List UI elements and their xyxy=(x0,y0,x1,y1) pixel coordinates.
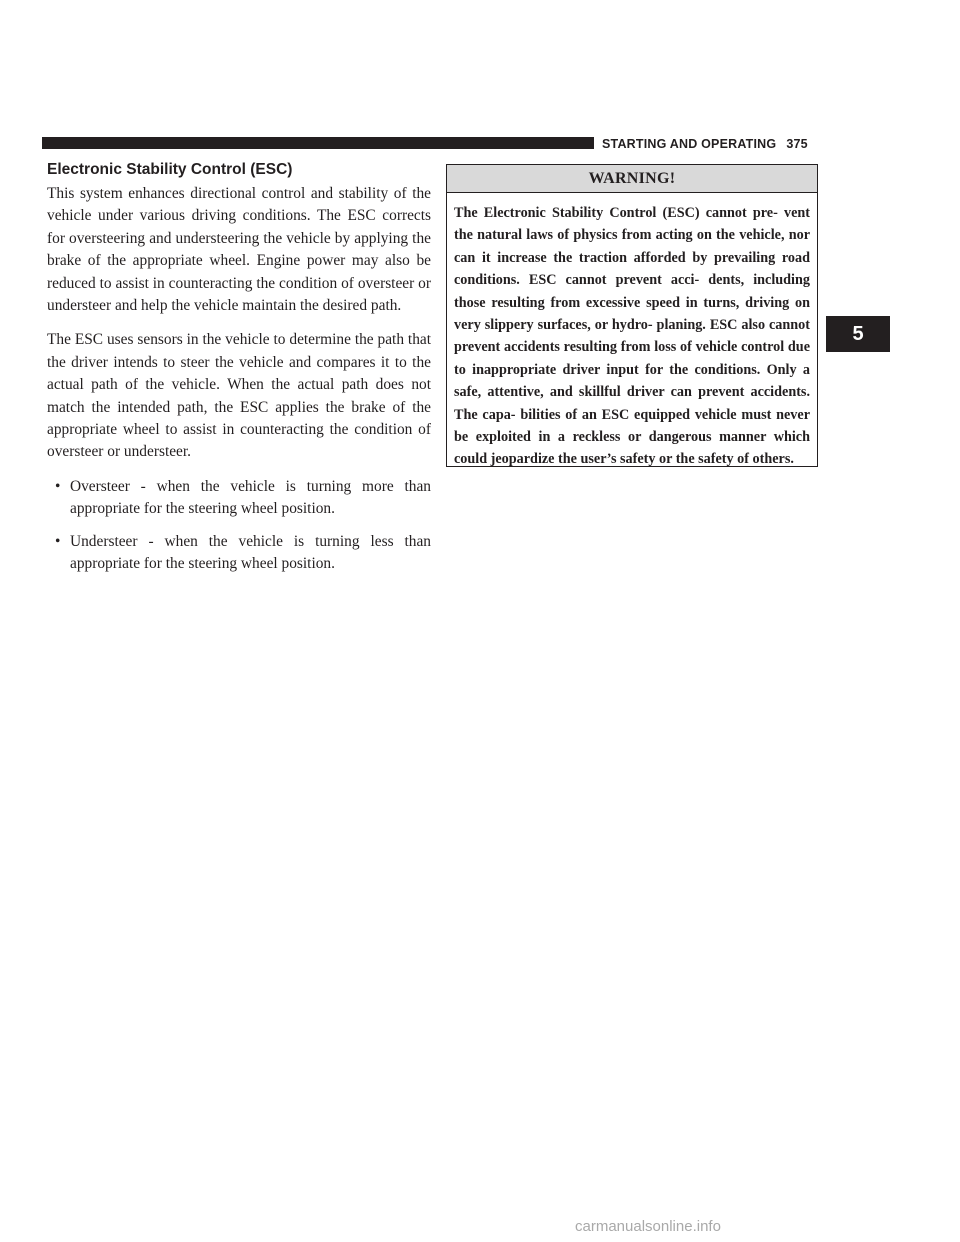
list-item-oversteer xyxy=(47,476,431,521)
footer-watermark: carmanualsonline.info xyxy=(575,1218,721,1235)
list-item-text: Oversteer - when the vehicle is turning more than appropriate for the steering wheel position. xyxy=(70,477,431,518)
warning-title: WARNING! xyxy=(588,169,676,187)
running-header xyxy=(602,136,808,152)
warning-box xyxy=(446,164,818,467)
body-paragraph-2: The ESC uses sensors in the vehicle to determine the path that the driver intends to steer the vehicle and compares it to the actual path of the vehicle. When the actual path does not match the intended path, the ESC applies the brake of the appropriate wheel to assist in counteracting the condition of oversteer or understeer. xyxy=(47,331,431,461)
chapter-number: 5 xyxy=(852,322,864,345)
list-item-understeer xyxy=(47,531,431,576)
body-paragraph-1: This system enhances directional control and stability of the vehicle under various driving conditions. The ESC corrects for oversteering and understeering the vehicle by applying the brake of the appropriate wheel. Engine power may also be reduced to assist in counteracting the condition of oversteer or understeer and help the vehicle maintain the desired path. xyxy=(47,185,431,315)
warning-body: The Electronic Stability Control (ESC) cannot pre- vent the natural laws of physics from acting on the vehicle, nor can it increase the traction afforded by prevailing road conditions. ESC cannot prevent acci- dents, including those resulting from excessive speed in turns, driving on very slippery surfaces, or hydro- planing. ESC also cannot prevent accidents resulting from loss of vehicle control due to inappropriate driver input for the conditions. Only a safe, attentive, and skillful driver can prevent accidents. The capa- bilities of an ESC equipped vehicle must never be exploited in a reckless or dangerous manner which could jeopardize the user’s safety or the safety of others. xyxy=(454,205,810,468)
list-item-text: Understeer - when the vehicle is turning less than appropriate for the steering wheel position. xyxy=(70,532,431,573)
bullet-list xyxy=(47,476,431,576)
esc-section xyxy=(47,160,431,586)
page-number: 375 xyxy=(786,137,808,151)
section-heading: Electronic Stability Control (ESC) xyxy=(47,161,293,178)
chapter-tab xyxy=(826,316,890,352)
bullet-icon: • xyxy=(55,477,61,495)
header-rule xyxy=(42,137,594,149)
bullet-icon: • xyxy=(55,532,61,550)
header-section-title: STARTING AND OPERATING xyxy=(602,137,777,151)
warning-title-bar xyxy=(447,165,817,193)
